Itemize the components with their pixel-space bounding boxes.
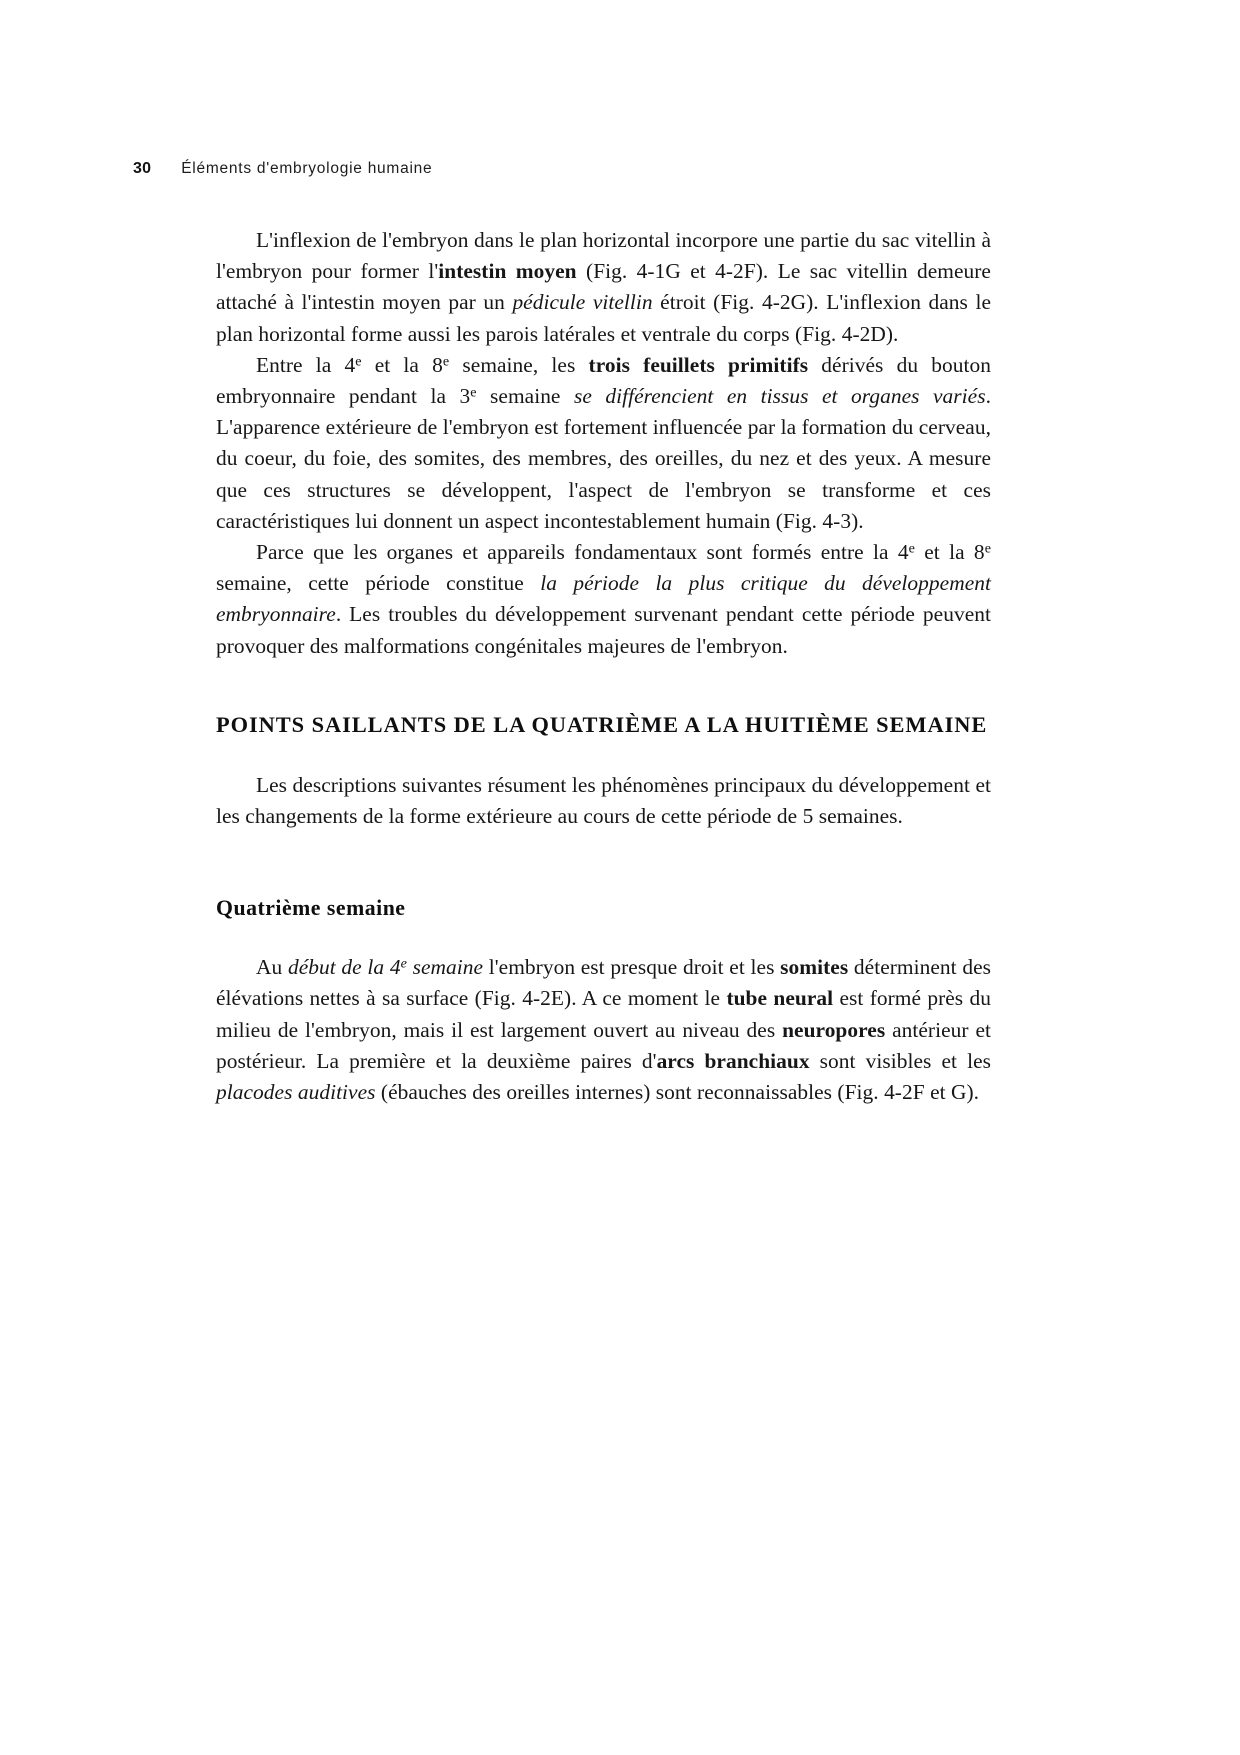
spacer-after-sub-heading: [216, 922, 991, 952]
p3-run3: semaine, cette période constitue: [216, 571, 541, 596]
spacer-after-section-heading: [216, 740, 991, 770]
term-somites: somites: [780, 955, 849, 980]
p1-run3: étroit (Fig. 4-2G). L'inflexion dans le plan horizontal forme aussi les parois latérales et ventrale du corps (Fig. 4-2D).: [216, 290, 991, 346]
phrase-periode-critique: la période la plus critique du développement embryonnaire: [216, 571, 991, 627]
p3-run1: Parce que les organes et appareils fondamentaux sont formés entre la 4: [256, 540, 909, 565]
term-neuropores: neuropores: [782, 1017, 886, 1042]
p3-sup1: e: [908, 540, 915, 557]
paragraph-inflexion: [216, 225, 991, 350]
p1-run2: (Fig. 4-1G et 4-2F). Le sac vitellin demeure attaché à l'intestin moyen par un: [216, 259, 991, 315]
p3-sup2: e: [984, 540, 991, 557]
p2-run3: semaine, les: [449, 352, 589, 377]
p2-sup2: e: [442, 353, 450, 370]
term-pedicule-vitellin: pédicule vitellin: [512, 290, 653, 315]
paragraph-descriptions: [216, 770, 991, 832]
p2-sup1: e: [355, 353, 362, 370]
running-head: [133, 160, 432, 178]
p1-run1: L'inflexion de l'embryon dans le plan horizontal incorpore une partie du sac vitellin à l'embryon pour former l': [216, 228, 991, 284]
p5-run7: (ébauches des oreilles internes) sont reconnaissables (Fig. 4-2F et G).: [375, 1080, 980, 1105]
paragraph-periode-critique: [216, 537, 991, 662]
p5-run5: antérieur et postérieur. La première et la deuxième paires d': [216, 1017, 991, 1073]
p5-italic-sup1: e: [400, 955, 407, 972]
p2-run5: semaine: [476, 384, 574, 409]
p5-run6: sont visibles et les: [809, 1048, 991, 1073]
p5-italic2: semaine: [406, 955, 484, 980]
p5-run3: déterminent des élévations nettes à sa surface (Fig. 4-2E). A ce moment le: [216, 955, 992, 1011]
p5-run2: l'embryon est presque droit et les: [483, 955, 781, 980]
running-title: Éléments d'embryologie humaine: [181, 160, 433, 177]
p5-italic1: début de la 4: [287, 955, 401, 980]
spacer-before-section-heading: [216, 662, 991, 710]
section-heading: POINTS SAILLANTS DE LA QUATRIÈME A LA HUITIÈME SEMAINE: [216, 711, 988, 737]
page-number: 30: [133, 160, 152, 177]
p2-sup3: e: [470, 384, 477, 401]
term-arcs-branchiaux: arcs branchiaux: [656, 1048, 810, 1073]
p5-run4: est formé près du milieu de l'embryon, mais il est largement ouvert au niveau des: [216, 986, 992, 1042]
term-intestin-moyen: intestin moyen: [438, 259, 577, 284]
phrase-debut-4e-semaine: [288, 955, 483, 979]
term-trois-feuillets-primitifs: trois feuillets primitifs: [588, 352, 809, 377]
p4-run1: Les descriptions suivantes résument les phénomènes principaux du développement et les changements de la forme extérieure au cours de cette période de 5 semaines.: [216, 772, 991, 829]
p2-run1: Entre la 4: [256, 352, 356, 377]
sub-heading-quatrieme-semaine: Quatrième semaine: [216, 896, 406, 921]
term-placodes-auditives: placodes auditives: [216, 1080, 376, 1105]
spacer-before-sub-heading: [216, 832, 991, 894]
p3-run4: . Les troubles du développement survenant pendant cette période peuvent provoquer des malformations congénitales majeures de l'embryon.: [216, 602, 991, 658]
text-column: [216, 225, 991, 1108]
term-tube-neural: tube neural: [726, 986, 834, 1011]
paragraph-feuillets: [216, 350, 991, 537]
paragraph-quatrieme-semaine: [216, 952, 991, 1108]
p5-run1: Au: [256, 955, 288, 980]
p2-run4: dérivés du bouton embryonnaire pendant la 3: [216, 352, 991, 409]
p3-run2: et la 8: [914, 540, 985, 565]
p2-run6: . L'apparence extérieure de l'embryon est fortement influencée par la formation du cerveau, du coeur, du foie, des somites, des membres, des oreilles, du nez et des yeux. A mesure que ces structures se développent, l'aspect de l'embryon se transforme et ces caractéristiques lui donnent un aspect incontestablement humain (Fig. 4-3).: [216, 384, 991, 533]
phrase-se-differencient: se différencient en tissus et organes variés: [573, 384, 986, 409]
p2-run2: et la 8: [361, 352, 443, 377]
